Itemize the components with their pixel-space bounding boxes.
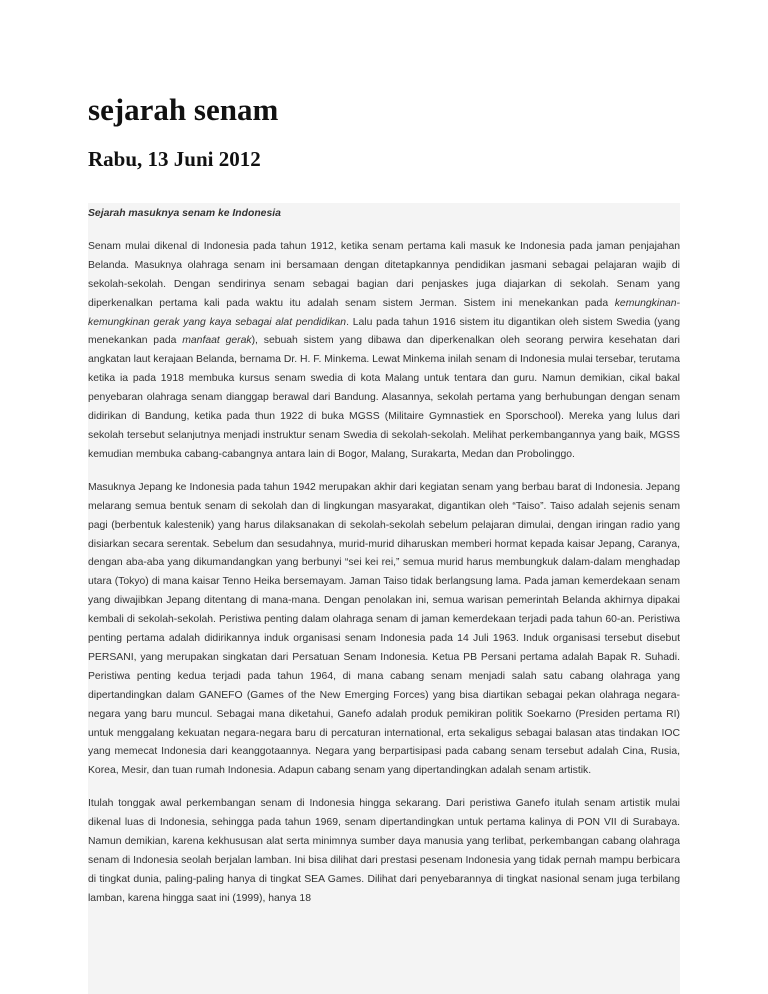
paragraph-1-text-b: . Lalu pada tahun 1916 sistem itu digantikan oleh sistem Swedia (yang menekankan pada	[88, 316, 680, 347]
post-subheading: Sejarah masuknya senam ke Indonesia	[88, 208, 281, 219]
paragraph-1-emphasis-2: manfaat gerak	[182, 335, 252, 347]
paragraph-1-text-c: ), sebuah sistem yang dibawa dan diperkenalkan oleh seorang perwira kesehatan dari angkatan laut kerajaan Belanda, bernama Dr. H. F. Minkema. Lewat Minkema inilah senam di Indonesia mulai tersebar, terutama ketika ia pada 1918 membuka kursus senam swedia di kota Malang untuk tentara dan guru. Namun demikian, cikal bakal penyebaran olahraga senam dianggap berawal dari Bandung. Alasannya, sekolah pertama yang berhubungan dengan senam didirikan di Bandung, ketika pada thun 1922 di buka MGSS (Militaire Gymnastiek en Sporschool). Mereka yang lulus dari sekolah tersebut selanjutnya menjadi instruktur senam Swedia di sekolah-sekolah. Melihat perkembangannya yang baik, MGSS kemudian membuka cabang-cabangnya antara lain di Bogor, Malang, Surakarta, Medan dan Probolinggo.	[88, 335, 680, 460]
paragraph-1-emphasis-1: kemungkinan-kemungkinan gerak yang kaya sebagai alat pendidikan	[88, 297, 680, 328]
page-title: sejarah senam	[88, 92, 279, 127]
post-date: Rabu, 13 Juni 2012	[88, 147, 261, 171]
paragraph-2: Masuknya Jepang ke Indonesia pada tahun 1942 merupakan akhir dari kegiatan senam yang berbau barat di Indonesia. Jepang melarang semua bentuk senam di sekolah dan di lingkungan masyarakat, digantikan oleh “Taiso”. Taiso adalah sejenis senam pagi (berbentuk kalestenik) yang harus dilaksanakan di sekolah-sekolah sebelum pelajaran dimulai, dengan iringan radio yang disiarkan secara serentak. Sebelum dan sesudahnya, murid-murid diharuskan memberi hormat kepada kaisar Jepang, Caranya, dengan aba-aba yang dikumandangkan yang berbunyi “sei kei rei,” semua murid harus membungkuk dalam-dalam menghadap utara (Tokyo) di mana kaisar Tenno Heika bersemayam. Jaman Taiso tidak berlangsung lama. Pada jaman kemerdekaan senam yang diwajibkan Jepang ditentang di mana-mana. Dengan penolakan ini, semua warisan pemerintah Belanda akhirnya dipakai kembali di sekolah-sekolah. Peristiwa penting dalam olahraga senam di jaman kemerdekaan terjadi pada tahun 60-an. Peristiwa penting pertama adalah didirikannya induk organisasi senam Indonesia pada 14 Juli 1963. Induk organisasi tersebut disebut PERSANI, yang merupakan singkatan dari Persatuan Senam Indonesia. Ketua PB Persani pertama adalah Bapak R. Suhadi. Peristiwa penting kedua terjadi pada tahun 1964, di mana cabang senam menjadi salah satu cabang olahraga yang dipertandingkan dalam GANEFO (Games of the New Emerging Forces) yang bisa diartikan sebagai pekan olahraga negara-negara yang baru muncul. Sebagai mana diketahui, Ganefo adalah produk pemikiran politik Soekarno (Presiden pertama RI) untuk menggalang kekuatan negara-negara baru di percaturan international, erta sekaligus sebagai balasan atas tindakan IOC yang memecat Indonesia dari keanggotaannya. Negara yang berpartisipasi pada cabang senam tersebut adalah Cina, Rusia, Korea, Mesir, dan tuan rumah Indonesia. Adapun cabang senam yang dipertandingkan adalah senam artistik.	[88, 481, 680, 777]
paragraph-1-text-a: Senam mulai dikenal di Indonesia pada tahun 1912, ketika senam pertama kali masuk ke Indonesia pada jaman penjajahan Belanda. Masuknya olahraga senam ini bersamaan dengan ditetapkannya pendidikan jasmani sebagai pelajaran wajib di sekolah-sekolah. Dengan sendirinya senam sebagai bagian dari penjaskes juga diajarkan di sekolah. Senam yang diperkenalkan pertama kali pada waktu itu adalah senam sistem Jerman. Sistem ini menekankan pada	[88, 240, 680, 309]
post-body	[88, 203, 680, 994]
paragraph-1	[88, 238, 680, 465]
paragraph-3: Itulah tonggak awal perkembangan senam di Indonesia hingga sekarang. Dari peristiwa Ganefo itulah senam artistik mulai dikenal luas di Indonesia, sehingga pada tahun 1969, senam dipertandingkan untuk pertama kalinya di PON VII di Surabaya. Namun demikian, karena kekhususan alat serta minimnya sumber daya manusia yang terlibat, perkembangan cabang olahraga senam di Indonesia seolah berjalan lamban. Ini bisa dilihat dari prestasi pesenam Indonesia yang tidak pernah mampu berbicara di tingkat dunia, paling-paling hanya di tingkat SEA Games. Dilihat dari penyebarannya di tingkat nasional senam juga terbilang lamban, karena hingga saat ini (1999), hanya 18	[88, 798, 680, 904]
